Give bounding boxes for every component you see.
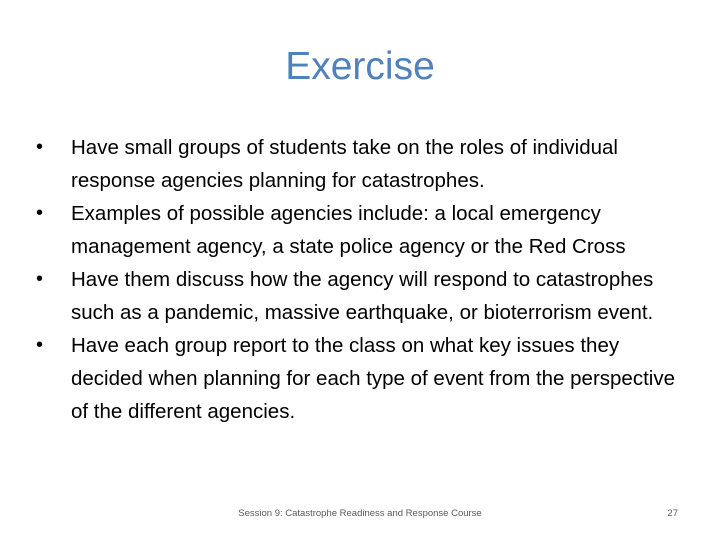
bullet-item (36, 329, 696, 428)
bullet-text: Examples of possible agencies include: a local emergency management agency, a state police agency or the Red Cross (71, 202, 626, 258)
bullet-dot-icon: • (36, 334, 44, 356)
bullet-text: Have small groups of students take on the roles of individual response agencies planning for catastrophes. (71, 136, 618, 192)
bullet-item (36, 263, 696, 329)
bullet-list (36, 131, 696, 428)
bullet-dot-icon: • (36, 268, 44, 290)
slide-footer: Session 9: Catastrophe Readiness and Response Course (238, 508, 482, 519)
bullet-item (36, 131, 696, 197)
page-number: 27 (667, 508, 678, 519)
bullet-text: Have them discuss how the agency will respond to catastrophes such as a pandemic, massive earthquake, or bioterrorism event. (71, 268, 654, 324)
bullet-item (36, 197, 696, 263)
slide-title: Exercise (285, 45, 435, 88)
bullet-dot-icon: • (36, 136, 44, 158)
bullet-dot-icon: • (36, 202, 44, 224)
bullet-text: Have each group report to the class on what key issues they decided when planning for each type of event from the perspective of the different agencies. (71, 334, 675, 423)
